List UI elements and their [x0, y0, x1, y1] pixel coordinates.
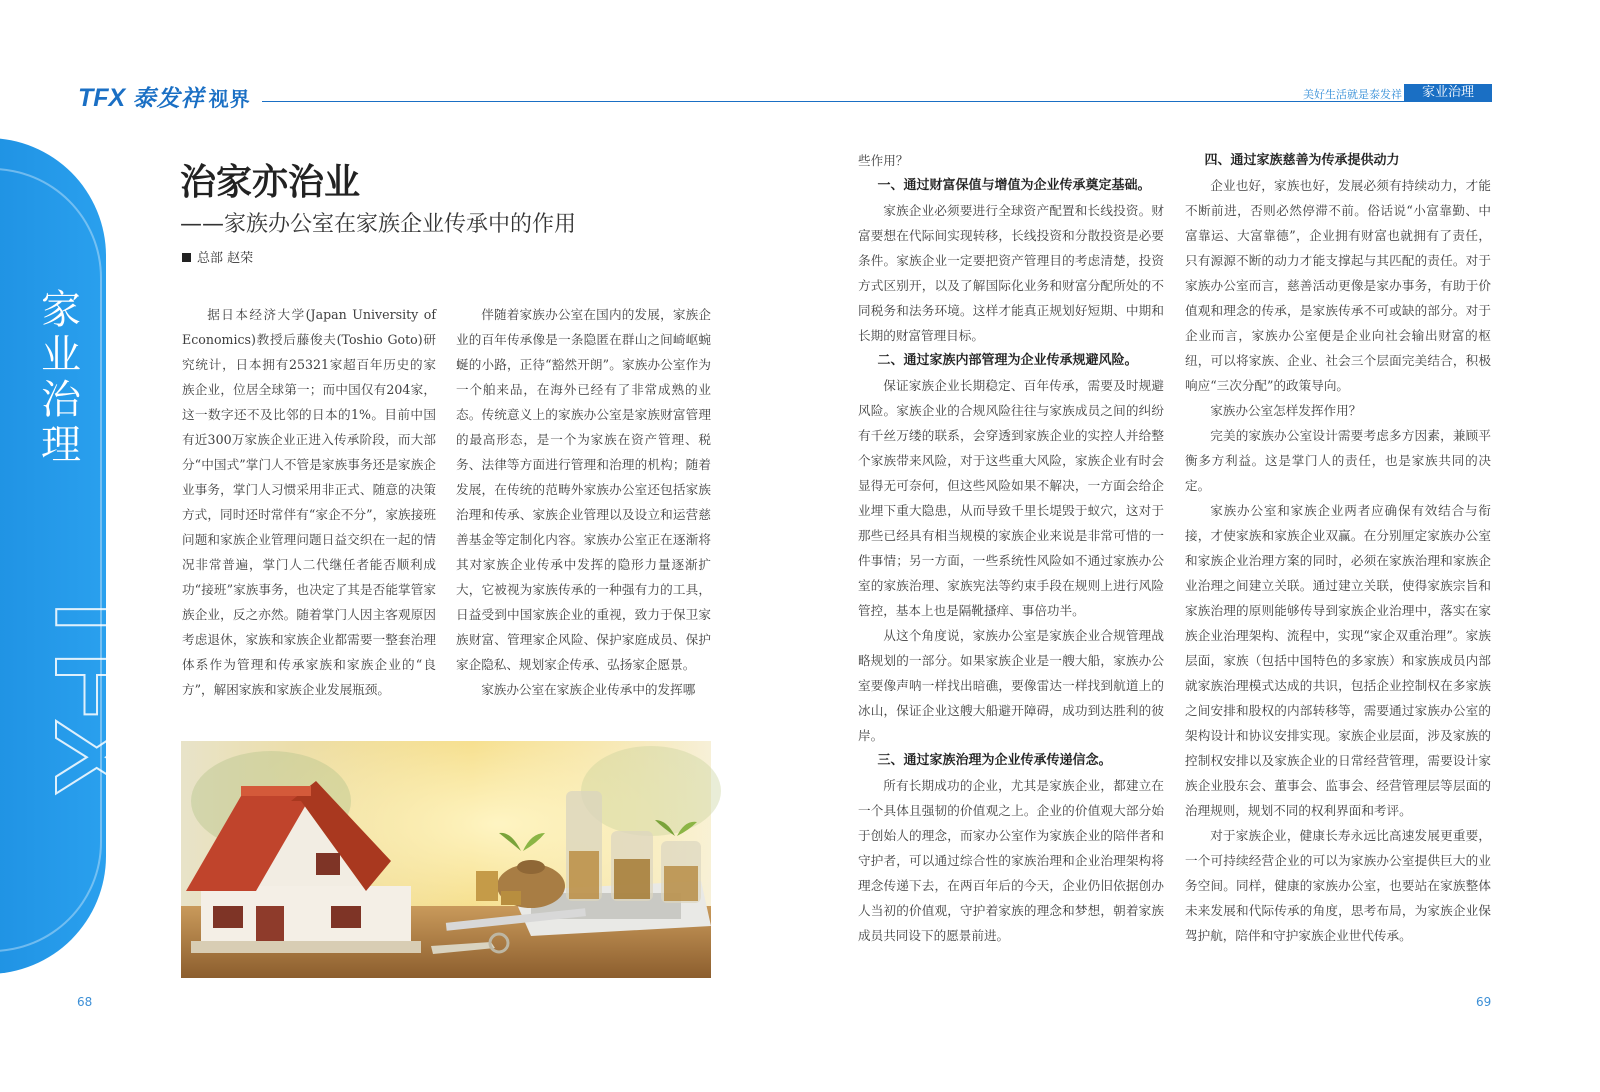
side-title-char: 业 [41, 332, 81, 378]
paragraph: 些作用？ [858, 153, 909, 168]
section-tag: 家业治理 [1404, 84, 1492, 102]
brand-cn-name: 泰发祥 [132, 85, 205, 111]
paragraph: 对于家族企业，健康长寿永远比高速发展更重要，一个可持续经营企业的可以为家族办公室提供巨大的业务空间。同样，健康的家族办公室，也要站在家族整体未来发展和代际传承的角度，思考布局，为家族企业保驾护航，陪伴和守护家族企业世代传承。 [1185, 828, 1491, 943]
paragraph: 家族企业必须要进行全球资产配置和长线投资。财富要想在代际间实现转移，长线投资和分散投资是必要条件。家族企业一定要把资产管理目的考虑清楚，投资方式区别开，以及了解国际化业务和财富分配所处的不同税务和法务环境。这样才能真正规划好短期、中期和长期的财富管理目标。 [858, 203, 1164, 343]
paragraph: 家族办公室在家族企业传承中的发挥哪 [481, 682, 696, 697]
paragraph: 家族办公室和家族企业两者应确保有效结合与衔接，才使家族和家族企业双赢。在分别厘定家族办公室和家族企业治理方案的同时，必须在家族治理和家族企业治理之间建立关联。通过建立关联，使得家族宗旨和家族治理的原则能够传导到家族企业治理中，落实在家族企业治理架构、流程中，实现“家企双重治理”。家族层面，家族（包括中国特色的多家族）和家族成员内部就家族治理模式达成的共识，包括企业控制权在多家族之间安排和股权的内部转移等，需要通过家族办公室的架构设计和协议安排实现。家族企业层面，涉及家族的控制权安排以及家族企业的日常经营管理，需要设计家族企业股东会、董事会、监事会、经营管理层等层面的治理规则，规划不同的权利界面和考评。 [1185, 503, 1491, 818]
text-column-3 [858, 148, 1164, 948]
article-subtitle: ——家族办公室在家族企业传承中的作用 [180, 212, 577, 237]
brand-suffix: 视界 [208, 89, 251, 111]
house-coins-photo [181, 741, 711, 978]
side-section-title [38, 288, 84, 468]
tfx-watermark-text: TFX [32, 583, 157, 795]
byline-square-icon [182, 253, 191, 262]
paragraph: 所有长期成功的企业，尤其是家族企业，都建立在一个具体且强韧的价值观之上。企业的价值观大部分始于创始人的理念，而家办公室作为家族企业的陪伴者和守护者，可以通过综合性的家族治理和企业治理架构将理念传递下去，在两百年后的今天，企业仍旧依据创办人当初的价值观，守护着家族的理念和梦想，朝着家族成员共同设下的愿景前进。 [858, 778, 1164, 943]
text-column-1 [182, 302, 436, 702]
paragraph: 保证家族企业长期稳定、百年传承，需要及时规避风险。家族企业的合规风险往往与家族成员之间的纠纷有千丝万缕的联系，会穿透到家族企业的实控人并给整个家族带来风险，对于这些重大风险，家族企业有时会显得无可奈何，但这些风险如果不解决，一方面会给企业埋下重大隐患，从而导致千里长堤毁于蚁穴，这对于那些已经具有相当规模的家族企业来说是非常可惜的一件事情；另一方面，一些系统性风险如不通过家族办公室的家族治理、家族宪法等约束手段在规则上进行风险管控，基本上也是隔靴搔痒、事倍功半。 [858, 378, 1164, 618]
paragraph: 据日本经济大学(Japan University of Economics)教授后藤俊夫(Toshio Goto)研究统计，日本拥有25321家超百年历史的家族企业，位居全球第一；而中国仅有204家，这一数字还不及比邻的日本的1%。目前中国有近300万家族企业正进入传承阶段，而大部分“中国式”掌门人不管是家族事务还是家族企业事务，掌门人习惯采用非正式、随意的决策方式，同时还时常伴有“家企不分”，家族接班问题和家族企业管理问题日益交织在一起的情况非常普遍，掌门人二代继任者能否顺利成功“接班”家族事务，也决定了其是否能掌管家族企业，反之亦然。随着掌门人因主客观原因考虑退休，家族和家族企业都需要一整套治理体系作为管理和传承家族和家族企业的“良方”，解困家族和家族企业发展瓶颈。 [182, 307, 436, 697]
paragraph: 从这个角度说，家族办公室是家族企业合规管理战略规划的一部分。如果家族企业是一艘大船，家族办公室要像声呐一样找出暗礁，要像雷达一样找到航道上的冰山，保证企业这艘大船避开障碍，成功到达胜利的彼岸。 [858, 628, 1164, 743]
magazine-brand [78, 80, 251, 113]
side-title-char: 家 [41, 287, 81, 333]
header-slogan: 美好生活就是泰发祥 [1303, 88, 1402, 101]
page-number-right: 69 [1476, 995, 1492, 1009]
page-number-left: 68 [77, 995, 93, 1009]
section-heading: 一、通过财富保值与增值为企业传承奠定基础。 [877, 178, 1151, 193]
side-title-char: 治 [41, 377, 81, 423]
text-column-2 [456, 302, 711, 702]
article-byline [182, 247, 253, 266]
section-heading: 二、通过家族内部管理为企业传承规避风险。 [877, 353, 1138, 368]
section-heading: 三、通过家族治理为企业传承传递信念。 [877, 753, 1112, 768]
paragraph: 伴随着家族办公室在国内的发展，家族企业的百年传承像是一条隐匿在群山之间崎岖蜿蜒的小路，正待“豁然开朗”。家族办公室作为一个舶来品，在海外已经有了非常成熟的业态。传统意义上的家族办公室是家族财富管理的最高形态，是一个为家族在资产管理、税务、法律等方面进行管理和治理的机构；随着发展，在传统的范畴外家族办公室还包括家族治理和传承、家族企业管理以及设立和运营慈善基金等定制化内容。家族办公室正在逐渐将其对家族企业传承中发挥的隐形力量逐渐扩大，它被视为家族传承的一种强有力的工具，日益受到中国家族企业的重视，致力于保卫家族财富、管理家企风险、保护家庭成员、保护家企隐私、规划家企传承、弘扬家企愿景。 [456, 307, 711, 672]
brand-tfx: TFX [78, 84, 126, 112]
article-title: 治家亦治业 [180, 162, 361, 203]
section-heading: 四、通过家族慈善为传承提供动力 [1204, 153, 1400, 168]
byline-text: 总部 赵荣 [197, 251, 254, 266]
paragraph: 家族办公室怎样发挥作用？ [1210, 403, 1362, 418]
side-title-char: 理 [41, 422, 81, 468]
paragraph: 企业也好，家族也好，发展必须有持续动力，才能不断前进，否则必然停滞不前。俗话说“小富靠勤、中富靠运、大富靠德”，企业拥有财富也就拥有了责任，只有源源不断的动力才能支撑起与其匹配的责任。对于家族办公室而言，慈善活动更像是家办事务，有助于价值观和理念的传承，是家族传承不可或缺的部分。对于企业而言，家族办公室便是企业向社会输出财富的枢纽，可以将家族、企业、社会三个层面完美结合，积极响应“三次分配”的政策导向。 [1185, 178, 1491, 393]
tfx-watermark-logo [0, 525, 157, 795]
paragraph: 完美的家族办公室设计需要考虑多方因素，兼顾平衡多方利益。这是掌门人的责任，也是家族共同的决定。 [1185, 428, 1491, 493]
text-column-4 [1185, 148, 1491, 948]
